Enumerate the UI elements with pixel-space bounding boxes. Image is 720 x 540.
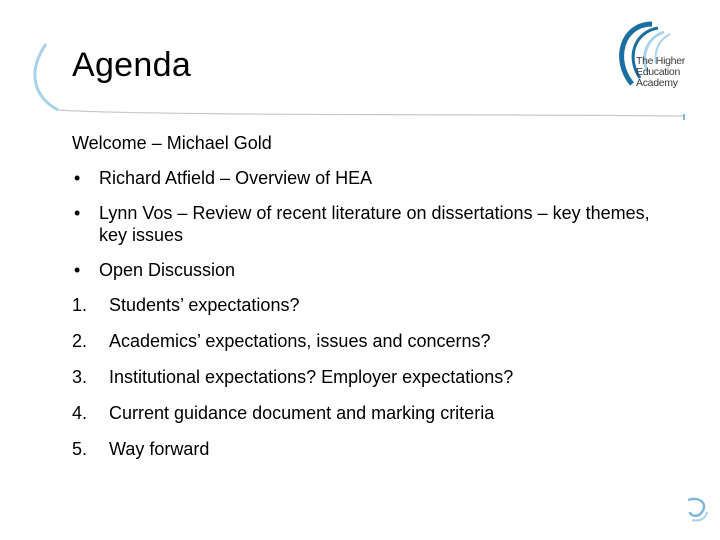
- number-marker: 4.: [72, 403, 88, 423]
- agenda-numbered-item: [72, 294, 672, 316]
- agenda-bullet: [72, 202, 672, 246]
- agenda-numbered-item: [72, 366, 672, 388]
- number-marker: 5.: [72, 439, 88, 459]
- agenda-bullet: [72, 259, 672, 281]
- logo-line: The Higher: [636, 55, 685, 67]
- bullet-marker: •: [74, 260, 81, 280]
- numbered-text: Students’ expectations?: [109, 295, 300, 315]
- swoosh-left-arc: [35, 44, 58, 110]
- agenda-numbered-item: [72, 330, 672, 352]
- logo-line: Academy: [636, 77, 678, 89]
- bullet-marker: •: [74, 203, 81, 223]
- agenda-numbered-item: [72, 438, 672, 460]
- numbered-text: Way forward: [109, 439, 210, 459]
- number-marker: 2.: [72, 331, 88, 351]
- agenda-intro: Welcome – Michael Gold: [72, 133, 272, 153]
- bullet-marker: •: [74, 168, 81, 188]
- hea-logo-wordmark: [636, 56, 700, 89]
- agenda-numbered-item: [72, 402, 672, 424]
- bullet-text: Lynn Vos – Review of recent literature on dissertations – key themes, key issues: [99, 203, 650, 245]
- number-marker: 3.: [72, 367, 88, 387]
- bullet-text: Open Discussion: [99, 260, 236, 280]
- number-marker: 1.: [72, 295, 88, 315]
- slide-title: Agenda: [72, 46, 192, 84]
- agenda-bullet: [72, 167, 672, 189]
- agenda-content: [72, 132, 672, 474]
- numbered-text: Academics’ expectations, issues and concerns?: [109, 331, 491, 351]
- numbered-text: Institutional expectations? Employer expectations?: [109, 367, 514, 387]
- corner-swirl: [688, 499, 704, 516]
- title-underline: [58, 110, 684, 116]
- bullet-text: Richard Atfield – Overview of HEA: [99, 168, 373, 188]
- logo-line: Education: [636, 66, 681, 78]
- numbered-text: Current guidance document and marking criteria: [109, 403, 495, 423]
